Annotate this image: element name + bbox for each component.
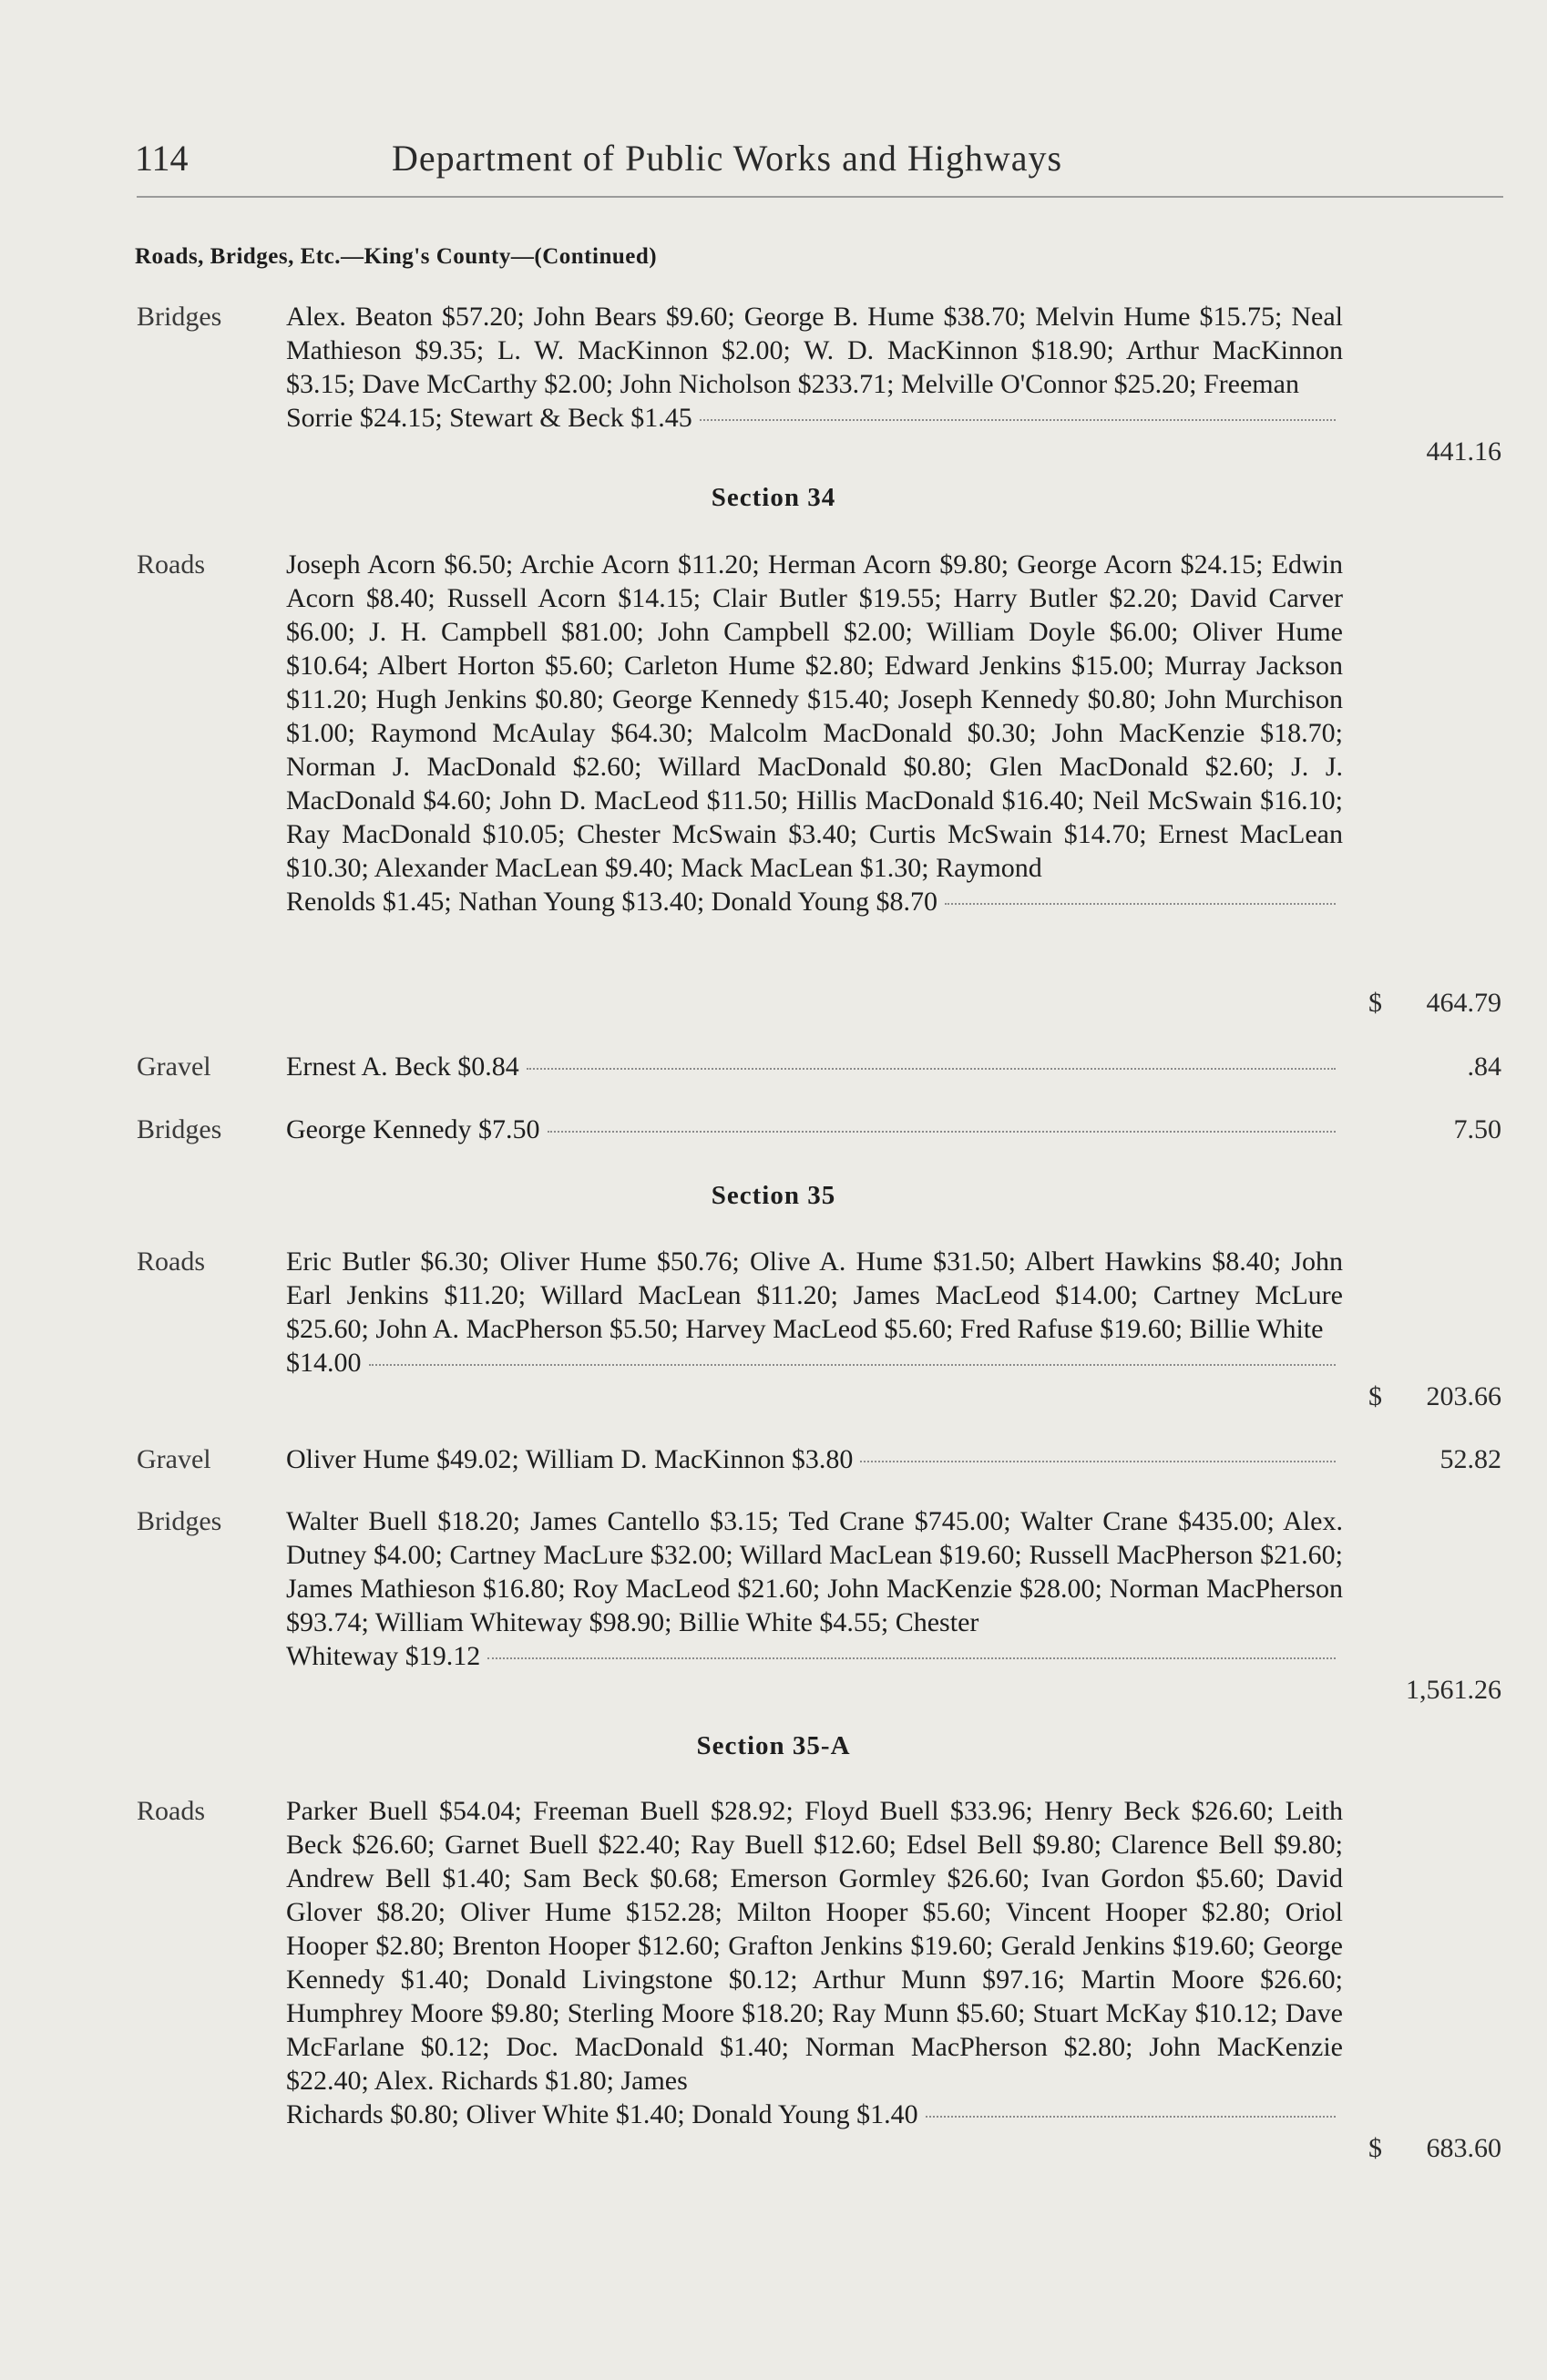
entry-category: Roads [137, 549, 205, 580]
entry-text [286, 1113, 1343, 1146]
dot-leader [945, 903, 1336, 905]
entry-category: Roads [137, 1246, 205, 1277]
entry-text [286, 1794, 1343, 2131]
dot-leader [860, 1461, 1336, 1462]
entry-category: Gravel [137, 1052, 211, 1082]
entry-category: Bridges [137, 1114, 222, 1144]
entry-text-last: Renolds $1.45; Nathan Young $13.40; Donald Young $8.70 [286, 887, 938, 917]
dollar-sign: $ [1368, 988, 1382, 1018]
entry-text-last: Richards $0.80; Oliver White $1.40; Donald Young $1.40 [286, 2099, 918, 2129]
entry-last-line [286, 2098, 1343, 2131]
entry-last-line [286, 1113, 1343, 1146]
section-heading: Section 35-A [696, 1731, 851, 1760]
entry-category: Bridges [137, 302, 222, 332]
dot-leader [926, 2116, 1336, 2118]
entry-amount: .84 [1467, 1052, 1501, 1082]
header-rule [137, 196, 1503, 198]
dollar-sign: $ [1368, 2133, 1382, 2163]
entry-last-line [286, 1050, 1343, 1083]
entry-amount: 203.66 [1426, 1381, 1501, 1411]
entry-text-last: George Kennedy $7.50 [286, 1114, 540, 1144]
entry-text-main: Alex. Beaton $57.20; John Bears $9.60; George B. Hume $38.70; Melvin Hume $15.75; Neal Mathieson $9.35; L. W. MacKinnon $2.00; W. D. MacKinnon $18.90; Arthur MacKinnon $3.15; Dave McCarthy $2.00; John Nicholson $233.71; Melville O'Connor $25.20; Freeman [286, 302, 1343, 399]
entry-last-line [286, 885, 1343, 918]
entry-text-last: $14.00 [286, 1348, 362, 1378]
entry-text [286, 1504, 1343, 1673]
page-number: 114 [135, 138, 189, 179]
page-header [135, 137, 1501, 191]
entry-text-main: Joseph Acorn $6.50; Archie Acorn $11.20; Herman Acorn $9.80; George Acorn $24.15; Edwin Acorn $8.40; Russell Acorn $14.15; Clair Butler $19.55; Harry Butler $2.20; David Carver $6.00; J. H. Campbell $81.00; John Campbell $2.00; William Doyle $6.00; Oliver Hume $10.64; Albert Horton $5.60; Carleton Hume $2.80; Edward Jenkins $15.00; Murray Jackson $11.20; Hugh Jenkins $0.80; George Kennedy $15.40; Joseph Kennedy $0.80; John Murchison $1.00; Raymond McAulay $64.30; Malcolm MacDonald $0.30; John MacKenzie $18.70; Norman J. MacDonald $2.60; Willard MacDonald $0.80; Glen MacDonald $2.60; J. J. MacDonald $4.60; John D. MacLeod $11.50; Hillis MacDonald $16.40; Neil McSwain $16.10; Ray MacDonald $10.05; Chester McSwain $3.40; Curtis McSwain $14.70; Ernest MacLean $10.30; Alexander MacLean $9.40; Mack MacLean $1.30; Raymond [286, 549, 1343, 883]
dot-leader [548, 1131, 1336, 1133]
entry-text-last: Sorrie $24.15; Stewart & Beck $1.45 [286, 403, 692, 433]
entry-amount: 52.82 [1439, 1444, 1501, 1474]
entry-last-line [286, 1639, 1343, 1673]
entry-text [286, 1245, 1343, 1380]
entry-amount: 441.16 [1426, 436, 1501, 467]
entry-text [286, 548, 1343, 918]
entry-category: Bridges [137, 1506, 222, 1536]
dot-leader [700, 419, 1336, 421]
entry-amount: 1,561.26 [1406, 1675, 1501, 1705]
dot-leader [369, 1364, 1337, 1366]
entry-last-line [286, 1346, 1343, 1380]
entry-last-line [286, 401, 1343, 435]
dot-leader [527, 1068, 1336, 1070]
entry-amount: 464.79 [1426, 988, 1501, 1018]
entry-text-last: Oliver Hume $49.02; William D. MacKinnon $3.80 [286, 1444, 854, 1474]
entry-category: Gravel [137, 1444, 211, 1474]
entry-text [286, 300, 1343, 435]
entry-amount: 683.60 [1426, 2133, 1501, 2163]
entry-text-last: Ernest A. Beck $0.84 [286, 1052, 519, 1082]
continued-subheading: Roads, Bridges, Etc.—King's County—(Continued) [135, 244, 658, 269]
entry-text [286, 1050, 1343, 1083]
section-heading: Section 35 [711, 1181, 836, 1210]
section-heading: Section 34 [711, 483, 836, 512]
entry-text-main: Parker Buell $54.04; Freeman Buell $28.92; Floyd Buell $33.96; Henry Beck $26.60; Leith Beck $26.60; Garnet Buell $22.40; Ray Buell $12.60; Edsel Bell $9.80; Clarence Bell $9.80; Andrew Bell $1.40; Sam Beck $0.68; Emerson Gormley $26.60; Ivan Gordon $5.60; David Glover $8.20; Oliver Hume $152.28; Milton Hooper $5.60; Vincent Hooper $2.80; Oriol Hooper $2.80; Brenton Hooper $12.60; Grafton Jenkins $19.60; Gerald Jenkins $19.60; George Kennedy $1.40; Donald Livingstone $0.12; Arthur Munn $97.16; Martin Moore $26.60; Humphrey Moore $9.80; Sterling Moore $18.20; Ray Munn $5.60; Stuart McKay $10.12; Dave McFarlane $0.12; Doc. MacDonald $1.40; Norman MacPherson $2.80; John MacKenzie $22.40; Alex. Richards $1.80; James [286, 1796, 1343, 2096]
entry-amount: 7.50 [1453, 1114, 1501, 1144]
entry-text-main: Eric Butler $6.30; Oliver Hume $50.76; Olive A. Hume $31.50; Albert Hawkins $8.40; John Earl Jenkins $11.20; Willard MacLean $11.20; James MacLeod $14.00; Cartney McLure $25.60; John A. MacPherson $5.50; Harvey MacLeod $5.60; Fred Rafuse $19.60; Billie White [286, 1246, 1343, 1344]
running-title: Department of Public Works and Highways [392, 138, 1063, 179]
dollar-sign: $ [1368, 1381, 1382, 1411]
entry-text-last: Whiteway $19.12 [286, 1641, 481, 1671]
entry-last-line [286, 1442, 1343, 1476]
entry-category: Roads [137, 1796, 205, 1826]
dot-leader [487, 1657, 1336, 1659]
entry-text [286, 1442, 1343, 1476]
entry-text-main: Walter Buell $18.20; James Cantello $3.15; Ted Crane $745.00; Walter Crane $435.00; Alex. Dutney $4.00; Cartney MacLure $32.00; Willard MacLean $19.60; Russell MacPherson $21.60; James Mathieson $16.80; Roy MacLeod $21.60; John MacKenzie $28.00; Norman MacPherson $93.74; William Whiteway $98.90; Billie White $4.55; Chester [286, 1506, 1343, 1637]
